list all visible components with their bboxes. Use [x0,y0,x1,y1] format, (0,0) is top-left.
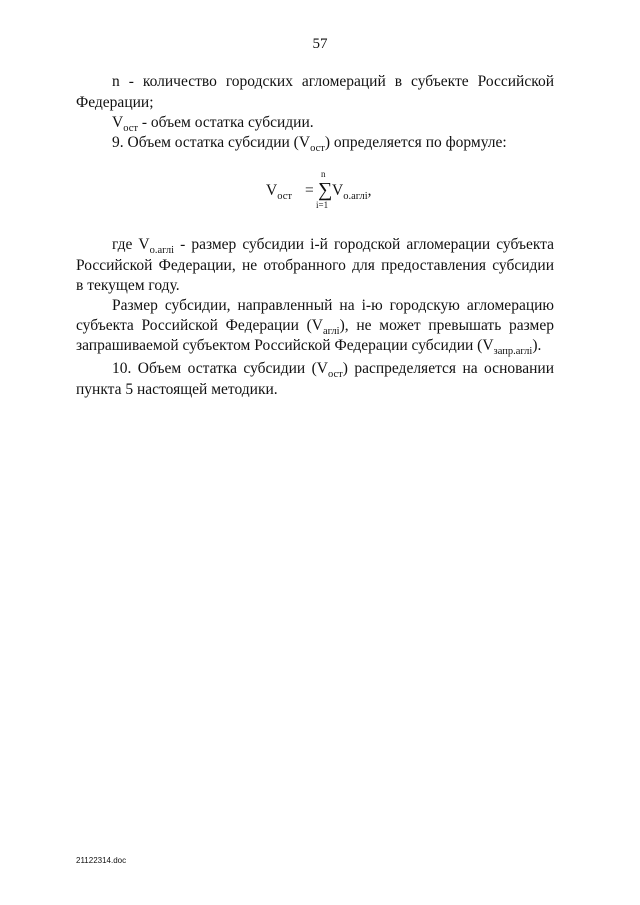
formula-lhs [266,182,292,200]
var-sub: ост [310,143,325,154]
paragraph-vost-text: - объем остатка субсидии. [137,114,314,131]
item-10-line2: пункта 5 настоящей методики. [76,381,278,398]
item-10-pre: 10. Объем остатка субсидии ( [112,360,317,377]
footer-filename: 21122314.doc [76,856,127,865]
paragraph-where-line2: Российской Федерации, не отобранного для предоставления субсидии [76,257,554,274]
formula-equals: = [305,182,314,199]
item-10-post: ) распределяется на основании [342,360,554,377]
var-v: V [311,317,323,334]
formula-tail: , [367,182,372,199]
where-pre: где [112,236,139,253]
paragraph-size-line1: Размер субсидии, направленный на i-ю городскую агломерацию [112,297,554,314]
item-10-line1 [112,359,554,379]
formula-rhs [332,182,372,200]
size-line3-post: ). [532,337,542,354]
paragraph-n-line2: Федерации; [76,94,154,111]
var-sub: ост [327,369,343,380]
formula-upper-limit: n [321,169,326,179]
item-9-pre: 9. Объем остатка субсидии ( [112,134,299,151]
formula [266,169,376,218]
paragraph-size-line3 [76,336,541,356]
var-v: V [482,337,494,354]
formula-sigma: ∑ [318,179,333,201]
paragraph-where-line3: в текущем году. [76,277,180,294]
item-9 [112,133,507,153]
var-sub: ост [123,123,138,134]
formula-lhs-sub: ост [277,191,292,202]
formula-rhs-sub: о.аглi [343,191,368,202]
where-rest: - размер субсидии i-й городской агломерации субъекта [174,236,555,253]
paragraph-vost [112,113,314,133]
size-line3-pre: запрашиваемой субъектом Российской Федерации субсидии ( [76,337,483,354]
size-line2-pre: субъекта Российской Федерации ( [76,317,312,334]
paragraph-n-line1: n - количество городских агломераций в субъекте Российской [112,73,554,90]
var-sub: аглi [322,326,340,337]
var-v: V [298,134,311,151]
formula-lhs-v: V [266,182,278,199]
paragraph-size-line2 [76,316,554,336]
formula-rhs-v: V [332,182,344,199]
page-number: 57 [312,36,328,52]
size-line2-post: ), не может превышать размер [339,317,554,334]
var-v: V [112,114,124,131]
paragraph-where-line1 [112,235,554,255]
var-sub: о.аглi [149,245,175,256]
formula-lower-limit: i=1 [316,200,329,210]
var-v: V [316,360,328,377]
var-sub: запр.аглi [493,346,533,357]
var-v: V [138,236,150,253]
item-9-post: ) определяется по формуле: [324,134,507,151]
